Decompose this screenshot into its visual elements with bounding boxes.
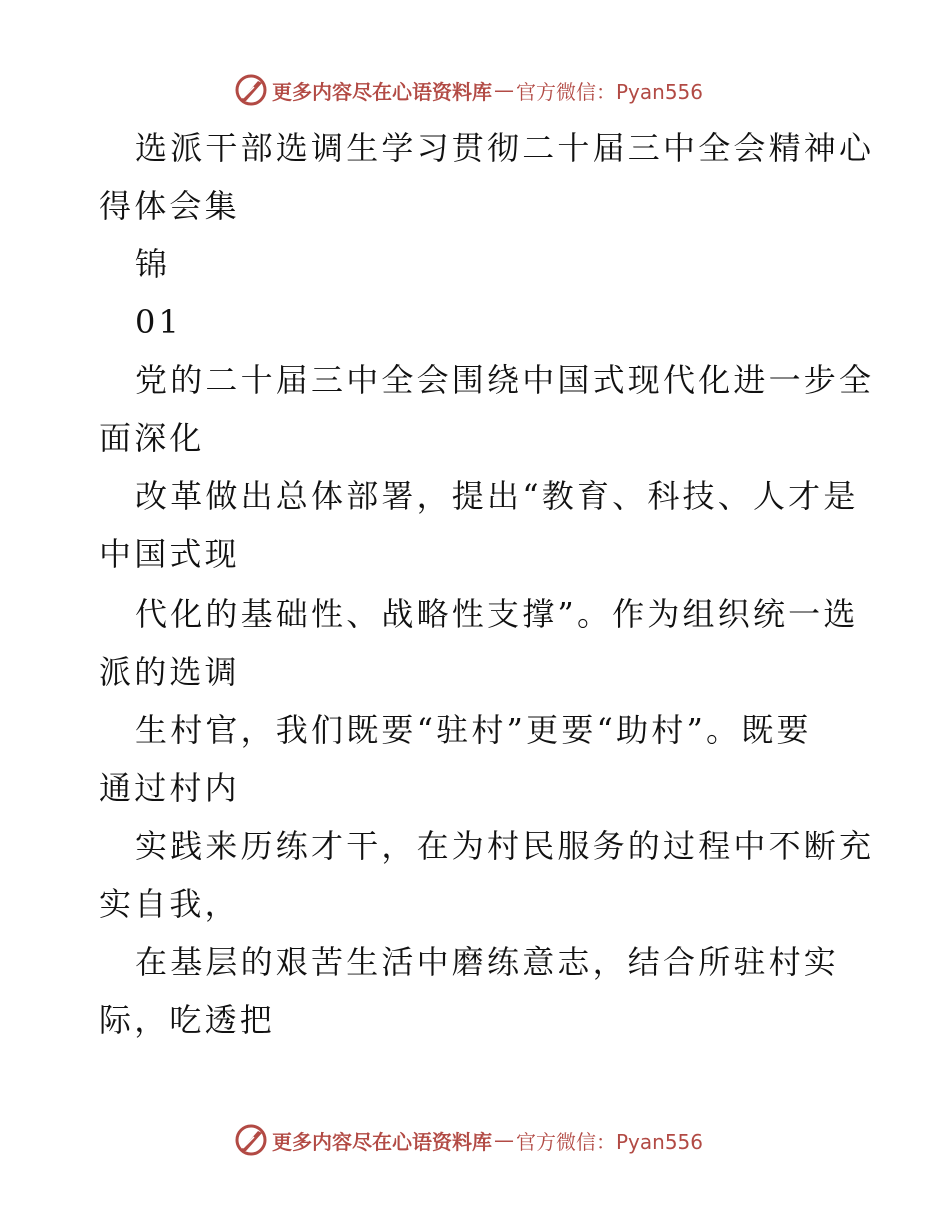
text-line: 中国式现 (99, 535, 240, 573)
text-line: 改革做出总体部署，提出“教育、科技、人才是 (135, 477, 859, 515)
text-line: 际，吃透把 (99, 1001, 276, 1039)
text-line: 锦 (135, 245, 171, 283)
footer-banner (234, 1122, 703, 1158)
text-line: 生村官，我们既要“驻村”更要“助村”。既要 (135, 711, 812, 749)
text-line: 面深化 (99, 419, 205, 457)
text-line: 得体会集 (99, 187, 240, 225)
text-line: 在基层的艰苦生活中磨练意志，结合所驻村实 (135, 943, 840, 981)
text-line: 通过村内 (99, 769, 240, 807)
text-line: 实践来历练才干，在为村民服务的过程中不断充 (135, 827, 875, 865)
banner-contact-text: 官方微信：Pyan556 (516, 1129, 704, 1154)
quill-pen-logo-icon (234, 1123, 268, 1157)
text-line: 代化的基础性、战略性支撑”。作为组织统一选 (135, 595, 859, 633)
text-line: 派的选调 (99, 653, 240, 691)
banner-site-text: 更多内容尽在心语资料库 (272, 79, 492, 104)
text-line: 实自我， (99, 885, 240, 923)
banner-site-text: 更多内容尽在心语资料库 (272, 1129, 492, 1154)
banner-contact-text: 官方微信：Pyan556 (516, 79, 704, 104)
text-line: 01 (135, 303, 183, 341)
text-line: 选派干部选调生学习贯彻二十届三中全会精神心 (135, 129, 875, 167)
text-line: 党的二十届三中全会围绕中国式现代化进一步全 (135, 361, 875, 399)
banner-separator: — (494, 78, 514, 102)
banner-separator: — (494, 1128, 514, 1152)
